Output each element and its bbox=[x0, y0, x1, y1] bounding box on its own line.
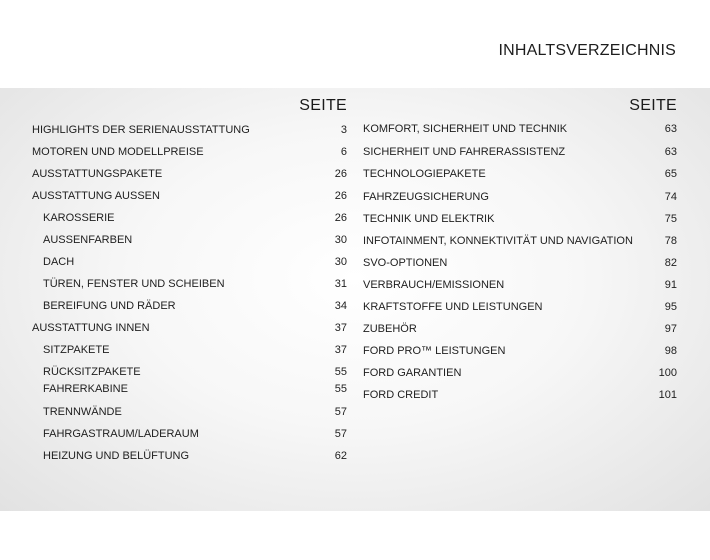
toc-entry[interactable] bbox=[32, 447, 347, 465]
toc-entry-page: 100 bbox=[658, 367, 677, 379]
toc-entry[interactable] bbox=[363, 364, 677, 382]
toc-entry-page: 95 bbox=[664, 301, 677, 313]
toc-entry-label: HEIZUNG UND BELÜFTUNG bbox=[43, 450, 190, 462]
toc-entry-label: MOTOREN UND MODELLPREISE bbox=[32, 146, 204, 158]
toc-entry-label: KOMFORT, SICHERHEIT UND TECHNIK bbox=[363, 123, 568, 135]
toc-entry[interactable] bbox=[32, 380, 347, 398]
toc-entry-label: AUSSTATTUNG AUSSEN bbox=[32, 190, 160, 202]
toc-entry-page: 97 bbox=[664, 323, 677, 335]
toc-entry-label: SVO-OPTIONEN bbox=[363, 257, 448, 269]
toc-entry-label: DACH bbox=[43, 256, 75, 268]
toc-entry[interactable] bbox=[32, 319, 347, 337]
toc-entry[interactable] bbox=[363, 120, 677, 138]
toc-entry-label: TECHNIK UND ELEKTRIK bbox=[363, 213, 495, 225]
toc-entry-page: 30 bbox=[334, 234, 347, 246]
toc-entry[interactable] bbox=[363, 320, 677, 338]
toc-entry[interactable] bbox=[32, 165, 347, 183]
toc-entry-label: AUSSENFARBEN bbox=[43, 234, 133, 246]
toc-entry[interactable] bbox=[32, 297, 347, 315]
toc-entry-label: TRENNWÄNDE bbox=[43, 406, 122, 418]
toc-entry[interactable] bbox=[32, 341, 347, 359]
toc-entry[interactable] bbox=[363, 298, 677, 316]
toc-entry-page: 57 bbox=[334, 406, 347, 418]
toc-entry-page: 55 bbox=[334, 366, 347, 378]
toc-entry[interactable] bbox=[363, 232, 677, 250]
toc-entry-page: 82 bbox=[664, 257, 677, 269]
toc-entry-label: AUSSTATTUNG INNEN bbox=[32, 322, 150, 334]
toc-entry-label: FORD PRO™ LEISTUNGEN bbox=[363, 345, 506, 357]
toc-panel bbox=[0, 88, 710, 511]
toc-entry[interactable] bbox=[363, 276, 677, 294]
toc-entry-page: 78 bbox=[664, 235, 677, 247]
toc-entry[interactable] bbox=[363, 188, 677, 206]
toc-entry[interactable] bbox=[32, 253, 347, 271]
toc-entry-label: INFOTAINMENT, KONNEKTIVITÄT UND NAVIGATION bbox=[363, 235, 633, 247]
toc-entry-label: FAHRZEUGSICHERUNG bbox=[363, 191, 489, 203]
toc-entry-page: 31 bbox=[334, 278, 347, 290]
toc-entry-page: 26 bbox=[334, 190, 347, 202]
toc-entry-page: 37 bbox=[334, 322, 347, 334]
toc-entry[interactable] bbox=[32, 275, 347, 293]
toc-entry-page: 55 bbox=[334, 383, 347, 395]
toc-entry[interactable] bbox=[32, 187, 347, 205]
toc-entry-label: SICHERHEIT UND FAHRERASSISTENZ bbox=[363, 146, 566, 158]
toc-entry[interactable] bbox=[32, 231, 347, 249]
toc-entry-label: ZUBEHÖR bbox=[363, 323, 417, 335]
toc-entry-page: 63 bbox=[664, 123, 677, 135]
toc-entry-label: HIGHLIGHTS DER SERIENAUSSTATTUNG bbox=[32, 124, 250, 136]
toc-entry[interactable] bbox=[363, 386, 677, 404]
toc-entry[interactable] bbox=[363, 254, 677, 272]
toc-entry[interactable] bbox=[363, 143, 677, 161]
toc-entry[interactable] bbox=[32, 403, 347, 421]
toc-entry-label: FAHRERKABINE bbox=[43, 383, 128, 395]
toc-entry-page: 26 bbox=[334, 168, 347, 180]
toc-entry[interactable] bbox=[32, 121, 347, 139]
toc-entry-label: BEREIFUNG UND RÄDER bbox=[43, 300, 176, 312]
toc-entry-label: VERBRAUCH/EMISSIONEN bbox=[363, 279, 505, 291]
page-column-header: SEITE bbox=[299, 97, 347, 114]
toc-entry-page: 37 bbox=[334, 344, 347, 356]
toc-entry-page: 98 bbox=[664, 345, 677, 357]
toc-entry-label: TÜREN, FENSTER UND SCHEIBEN bbox=[43, 278, 225, 290]
toc-entry[interactable] bbox=[32, 143, 347, 161]
toc-entry-label: AUSSTATTUNGSPAKETE bbox=[32, 168, 163, 180]
toc-entry-label: FAHRGASTRAUM/LADERAUM bbox=[43, 428, 199, 440]
toc-entry-label: FORD CREDIT bbox=[363, 389, 439, 401]
toc-entry[interactable] bbox=[32, 425, 347, 443]
toc-entry-page: 3 bbox=[340, 124, 347, 136]
toc-entry[interactable] bbox=[363, 210, 677, 228]
toc-entry-page: 34 bbox=[334, 300, 347, 312]
toc-entry-label: KAROSSERIE bbox=[43, 212, 115, 224]
toc-entry-page: 91 bbox=[664, 279, 677, 291]
toc-entry-page: 6 bbox=[340, 146, 347, 158]
toc-entry-label: KRAFTSTOFFE UND LEISTUNGEN bbox=[363, 301, 543, 313]
toc-entry-label: RÜCKSITZPAKETE bbox=[43, 366, 141, 378]
toc-entry-page: 74 bbox=[664, 191, 677, 203]
toc-entry-label: FORD GARANTIEN bbox=[363, 367, 462, 379]
toc-entry-page: 75 bbox=[664, 213, 677, 225]
toc-entry-page: 62 bbox=[334, 450, 347, 462]
toc-entry[interactable] bbox=[363, 165, 677, 183]
toc-entry-page: 101 bbox=[658, 389, 677, 401]
toc-entry-page: 26 bbox=[334, 212, 347, 224]
toc-entry-label: SITZPAKETE bbox=[43, 344, 110, 356]
toc-entry[interactable] bbox=[32, 363, 347, 381]
toc-entry-page: 30 bbox=[334, 256, 347, 268]
page-title: INHALTSVERZEICHNIS bbox=[498, 42, 676, 59]
toc-entry-page: 57 bbox=[334, 428, 347, 440]
page-column-header: SEITE bbox=[629, 97, 677, 114]
toc-entry-page: 65 bbox=[664, 168, 677, 180]
toc-entry-label: TECHNOLOGIEPAKETE bbox=[363, 168, 486, 180]
toc-entry[interactable] bbox=[32, 209, 347, 227]
toc-entry-page: 63 bbox=[664, 146, 677, 158]
toc-entry[interactable] bbox=[363, 342, 677, 360]
